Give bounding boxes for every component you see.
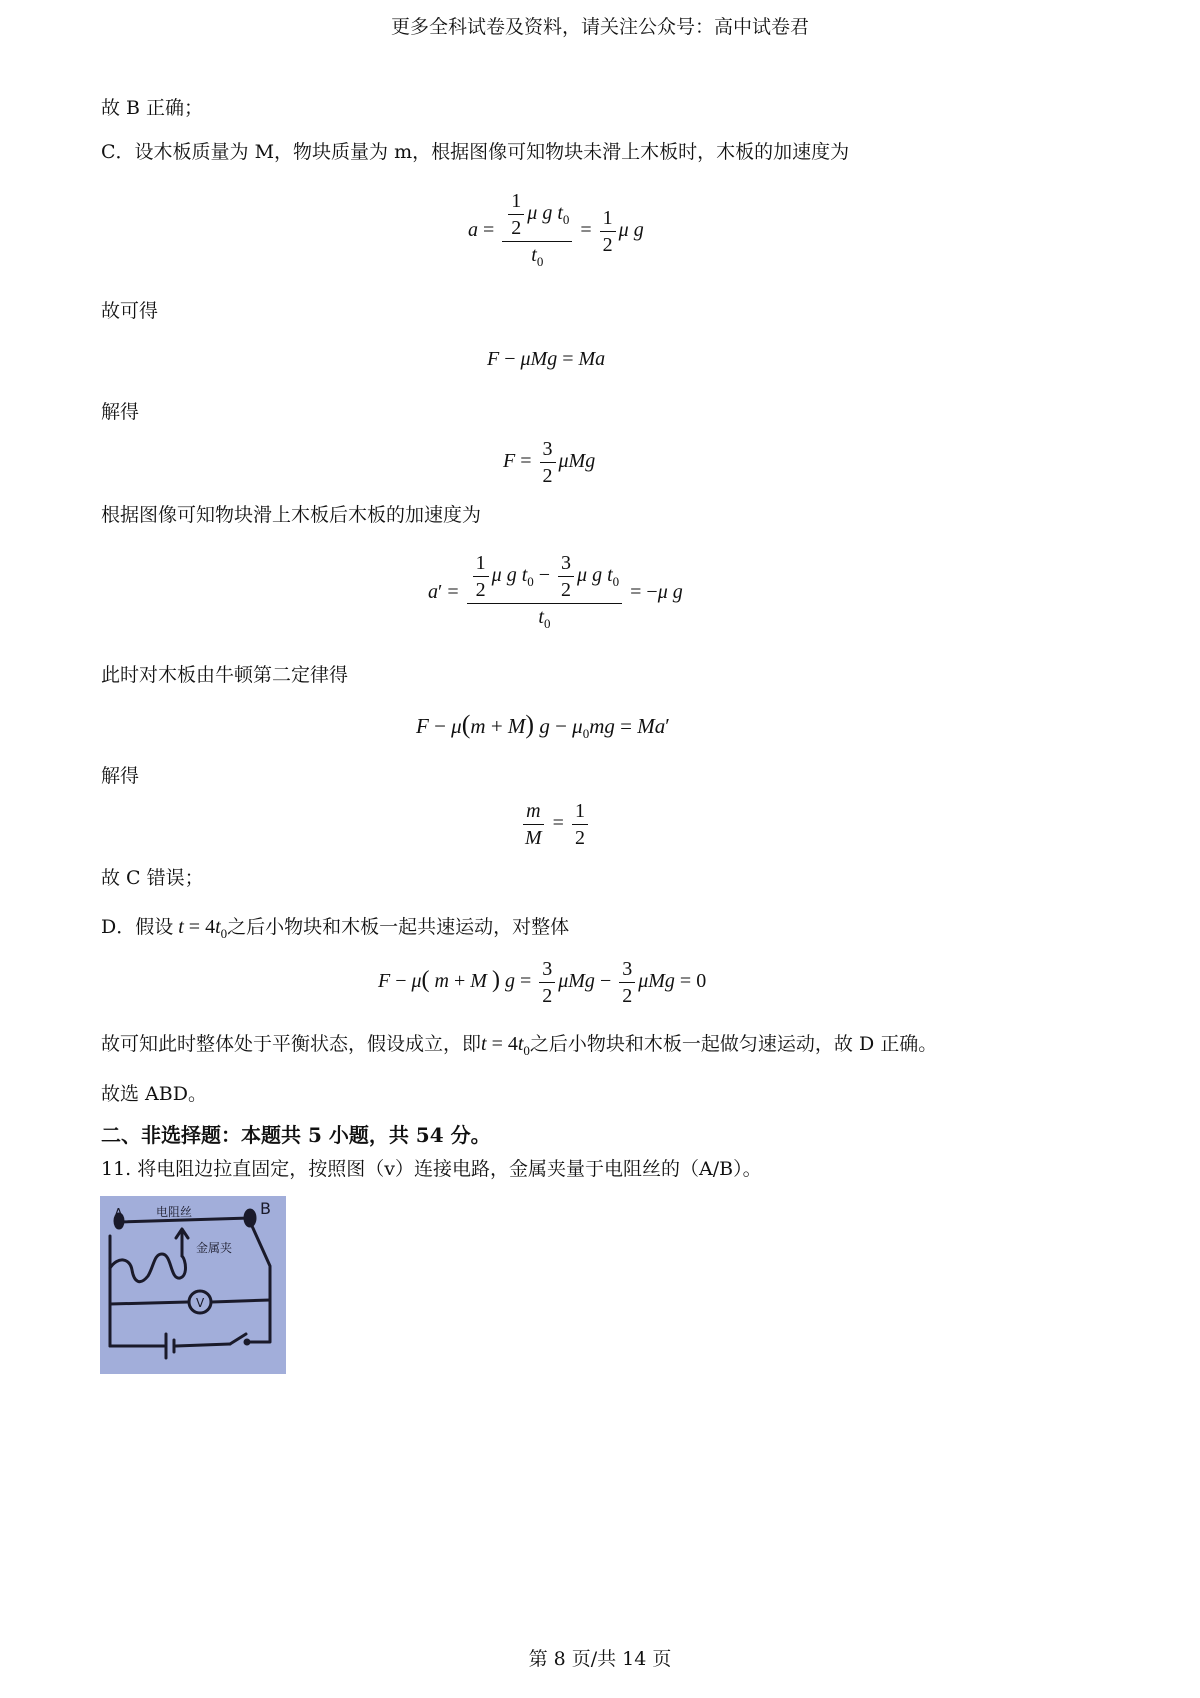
text-conclusion-a: 故可知此时整体处于平衡状态，假设成立，即 bbox=[101, 1033, 482, 1055]
text-d-intro-b: 之后小物块和木板一起共速运动，对整体 bbox=[227, 916, 570, 938]
text-conclusion-b: 之后小物块和木板一起做匀速运动，故 D 正确。 bbox=[529, 1033, 938, 1055]
equation-1: a = $\frac{1}{2}$ μ g $t_0$ $t_0$ = $\frac{1}{2}$ μ g bbox=[468, 190, 644, 269]
text-conclusion: 故可知此时整体处于平衡状态，假设成立，即$t = 4t_0$之后小物块和木板一起做匀速运动，故 D 正确。 bbox=[101, 1033, 938, 1058]
text-choose: 故选 ABD。 bbox=[101, 1083, 207, 1105]
circuit-drawing bbox=[100, 1196, 286, 1374]
figure-label-a: A bbox=[114, 1207, 123, 1222]
equation-7: F − μ( m + M ) g = $\frac{3}{2}$ μMg − $\frac{3}{2}$ μMg = 0 bbox=[378, 958, 707, 1007]
equation-5: F − μ(m + M) $g - \mu_0mg = Ma'$ bbox=[416, 710, 670, 741]
text-jiede-2: 解得 bbox=[101, 765, 140, 787]
text-b-correct: 故 B 正确； bbox=[101, 97, 204, 119]
text-gu-kede: 故可得 bbox=[101, 300, 159, 322]
figure-label-clip: 金属夹 bbox=[196, 1241, 233, 1255]
circuit-figure bbox=[100, 1196, 286, 1374]
equation-3: F = $\frac{3}{2}$ μMg bbox=[503, 438, 596, 487]
figure-label-meter: V bbox=[196, 1296, 205, 1310]
equation-2: F − μMg = Ma bbox=[487, 348, 606, 370]
figure-label-wire: 电阻丝 bbox=[156, 1205, 193, 1219]
text-after-slide: 根据图像可知物块滑上木板后木板的加速度为 bbox=[101, 504, 482, 526]
section-title: 二、非选择题：本题共 5 小题，共 54 分。 bbox=[101, 1123, 491, 1147]
question-11: 11. 将电阻边拉直固定，按照图（v）连接电路，金属夹量于电阻丝的（A/B）。 bbox=[101, 1158, 762, 1180]
text-d-intro-a: D．假设 bbox=[101, 916, 174, 938]
text-jiede-1: 解得 bbox=[101, 401, 140, 423]
text-c-intro: C．设木板质量为 M，物块质量为 m，根据图像可知物块未滑上木板时，木板的加速度为 bbox=[101, 141, 850, 163]
equation-6: $\frac{m}{M}$ = $\frac{1}{2}$ bbox=[519, 800, 591, 849]
text-c-wrong: 故 C 错误； bbox=[101, 867, 204, 889]
text-newton: 此时对木板由牛顿第二定律得 bbox=[101, 664, 349, 686]
header-banner: 更多全科试卷及资料，请关注公众号：高中试卷君 bbox=[390, 16, 809, 38]
equation-4: a′ = $\frac{1}{2}$ μ g $t_0$ − $\frac{3}{2}$ μ g $t_0$ $t_0$ = −μ g bbox=[428, 552, 683, 631]
text-d-intro: D．假设 $t = 4t_0$之后小物块和木板一起共速运动，对整体 bbox=[101, 916, 570, 941]
figure-label-b: B bbox=[260, 1199, 271, 1218]
page-number: 第 8 页/共 14 页 bbox=[528, 1648, 672, 1670]
